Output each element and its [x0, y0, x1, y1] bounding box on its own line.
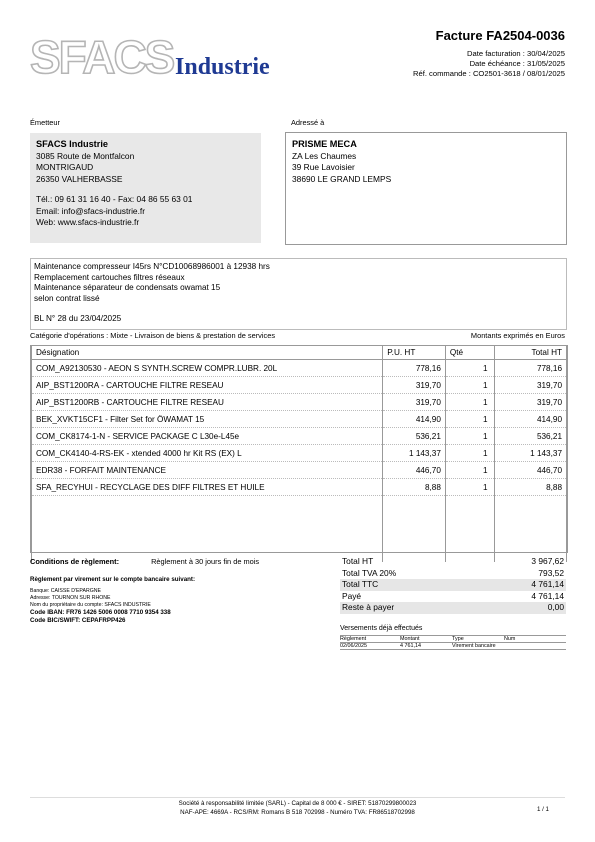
- total-value: 4 761,14: [531, 579, 564, 589]
- cell-quantity: 1: [445, 411, 494, 428]
- table-row: [32, 360, 567, 377]
- total-label: Total TVA 20%: [342, 567, 397, 578]
- payment-row: [340, 643, 566, 650]
- total-label: Payé: [342, 590, 362, 601]
- cell-quantity: 1: [445, 445, 494, 462]
- line-items-frame: [30, 345, 568, 553]
- table-row: [32, 462, 567, 479]
- emitter-address-3: 26350 VALHERBASSE: [36, 173, 123, 184]
- description-line: Maintenance séparateur de condensats owamat 15: [34, 283, 221, 292]
- header-total: Total HT: [494, 346, 566, 360]
- emitter-email: Email: info@sfacs-industrie.fr: [36, 205, 146, 216]
- table-filler-row: [32, 496, 567, 563]
- emitter-panel: [30, 133, 261, 243]
- emitter-label: Émetteur: [30, 118, 60, 127]
- cell-quantity: 1: [445, 462, 494, 479]
- total-value: 4 761,14: [531, 590, 564, 601]
- header-unit-price: P.U. HT: [383, 346, 446, 360]
- header-designation: Désignation: [32, 346, 383, 360]
- total-label: Total TTC: [342, 579, 379, 589]
- logo-brand-text: SFACS: [30, 32, 174, 82]
- conditions-value: Règlement à 30 jours fin de mois: [151, 557, 260, 566]
- cell-quantity: 1: [445, 428, 494, 445]
- payments-header-row: [340, 635, 566, 643]
- invoice-title: Facture FA2504-0036: [435, 28, 565, 43]
- table-row: [32, 479, 567, 496]
- payment-amount: 4 761,14: [400, 643, 421, 649]
- payments-header-date: Règlement: [340, 636, 367, 642]
- currency-note: Montants exprimés en Euros: [470, 331, 565, 340]
- payment-type: Virement bancaire: [452, 643, 496, 649]
- total-row: [340, 568, 566, 580]
- payments-title: Versements déjà effectués: [340, 625, 423, 632]
- emitter-address-1: 3085 Route de Montfalcon: [36, 150, 135, 161]
- table-row: [32, 394, 567, 411]
- table-row: [32, 428, 567, 445]
- addressee-label: Adressé à: [291, 118, 325, 127]
- bank-name: Banque: CAISSE D'EPARGNE: [30, 588, 101, 594]
- emitter-name: SFACS Industrie: [36, 139, 108, 149]
- cell-quantity: 1: [445, 360, 494, 377]
- legal-footer: [30, 797, 565, 817]
- cell-designation: SFA_RECYHUI - RECYCLAGE DES DIFF FILTRES ET HUILE: [32, 479, 383, 496]
- cell-unit-price: 8,88: [383, 479, 446, 496]
- cell-total: 319,70: [494, 377, 566, 394]
- cell-unit-price: 446,70: [383, 462, 446, 479]
- cell-designation: AIP_BST1200RB - CARTOUCHE FILTRE RESEAU: [32, 394, 383, 411]
- total-row: [340, 556, 566, 568]
- cell-total: 1 143,37: [494, 445, 566, 462]
- total-value: 0,00: [547, 602, 564, 612]
- addressee-address-1: ZA Les Chaumes: [292, 150, 357, 161]
- conditions-label: Conditions de règlement:: [30, 557, 120, 566]
- total-label: Total HT: [342, 556, 374, 566]
- footer-line-1: Société à responsabilité limitée (SARL) - Capital de 8 000 € - SIRET: 51870299800023: [178, 800, 417, 807]
- total-row: [340, 579, 566, 591]
- cell-designation: AIP_BST1200RA - CARTOUCHE FILTRE RESEAU: [32, 377, 383, 394]
- footer-line-2: NAF-APE: 4669A - RCS/RM: Romans B 518 702998 - Numéro TVA: FR86518702998: [180, 808, 415, 816]
- total-value: 3 967,62: [531, 556, 564, 566]
- addressee-address-3: 38690 LE GRAND LEMPS: [292, 173, 392, 184]
- cell-total: 414,90: [494, 411, 566, 428]
- cell-total: 319,70: [494, 394, 566, 411]
- payments-header-amount: Montant: [400, 636, 420, 642]
- cell-designation: BEK_XVKT15CF1 - Filter Set for ÖWAMAT 15: [32, 411, 383, 428]
- payments-header-type: Type: [452, 636, 464, 642]
- invoice-due-date: Date échéance : 31/05/2025: [469, 59, 565, 68]
- cell-designation: COM_CK4140-4-RS-EK - xtended 4000 hr Kit RS (EX) L: [32, 445, 383, 462]
- description-line: Remplacement cartouches filtres réseaux: [34, 272, 185, 282]
- line-items-table: [31, 345, 567, 562]
- payments-header-num: Num: [504, 636, 516, 642]
- cell-total: 536,21: [494, 428, 566, 445]
- addressee-name: PRISME MECA: [292, 139, 357, 149]
- emitter-address-2: MONTRIGAUD: [36, 162, 94, 172]
- cell-designation: COM_CK8174-1-N - SERVICE PACKAGE C L30e-L45e: [32, 428, 383, 445]
- table-row: [32, 445, 567, 462]
- table-row: [32, 411, 567, 428]
- cell-unit-price: 778,16: [383, 360, 446, 377]
- payments-block: [340, 625, 566, 650]
- header-quantity: Qté: [445, 346, 494, 360]
- emitter-web: Web: www.sfacs-industrie.fr: [36, 217, 140, 227]
- cell-designation: EDR38 - FORFAIT MAINTENANCE: [32, 462, 383, 479]
- cell-quantity: 1: [445, 479, 494, 496]
- cell-unit-price: 414,90: [383, 411, 446, 428]
- cell-quantity: 1: [445, 394, 494, 411]
- page-number: 1 / 1: [536, 806, 549, 813]
- order-reference: Réf. commande : CO2501-3618 / 08/01/2025: [413, 69, 565, 78]
- operation-category: Catégorie d'opérations : Mixte - Livraison de biens & prestation de services: [30, 331, 276, 340]
- company-logo: [30, 32, 290, 82]
- total-value: 793,52: [538, 567, 564, 578]
- description-line: selon contrat lissé: [34, 293, 100, 303]
- cell-total: 778,16: [494, 360, 566, 377]
- invoice-description: [30, 258, 567, 330]
- delivery-note: BL N° 28 du 23/04/2025: [34, 314, 122, 323]
- iban-code: Code IBAN: FR76 1426 5006 0008 7710 9354 338: [30, 609, 171, 616]
- totals-block: [340, 556, 566, 614]
- account-owner: Nom du propriétaire du compte: SFACS INDUSTRIE: [30, 602, 151, 608]
- table-row: [32, 377, 567, 394]
- bank-transfer-title: Règlement par virement sur le compte bancaire suivant:: [30, 576, 196, 583]
- category-line: [30, 331, 565, 340]
- total-label: Reste à payer: [342, 602, 395, 612]
- bic-code: Code BIC/SWIFT: CEPAFRPP426: [30, 617, 126, 624]
- emitter-phone: Tél.: 09 61 31 16 40 - Fax: 04 86 55 63 01: [36, 194, 193, 204]
- cell-total: 8,88: [494, 479, 566, 496]
- payment-date: 02/06/2025: [340, 643, 367, 649]
- description-line: Maintenance compresseur I45rs N°CD10068986001 à 12938 hrs: [34, 262, 270, 271]
- cell-total: 446,70: [494, 462, 566, 479]
- cell-quantity: 1: [445, 377, 494, 394]
- addressee-address-2: 39 Rue Lavoisier: [292, 162, 355, 172]
- cell-unit-price: 536,21: [383, 428, 446, 445]
- cell-designation: COM_A92130530 - AEON S SYNTH.SCREW COMPR.LUBR. 20L: [32, 360, 383, 377]
- total-row: [340, 591, 566, 603]
- total-row: [340, 602, 566, 614]
- table-header-row: [32, 346, 567, 360]
- cell-unit-price: 1 143,37: [383, 445, 446, 462]
- payment-conditions: [30, 557, 330, 625]
- addressee-panel: [285, 132, 567, 245]
- bank-address: Adresse: TOURNON SUR RHONE: [30, 595, 111, 601]
- logo-suffix-text: Industrie: [175, 54, 270, 80]
- invoice-date: Date facturation : 30/04/2025: [467, 49, 565, 58]
- cell-unit-price: 319,70: [383, 377, 446, 394]
- cell-unit-price: 319,70: [383, 394, 446, 411]
